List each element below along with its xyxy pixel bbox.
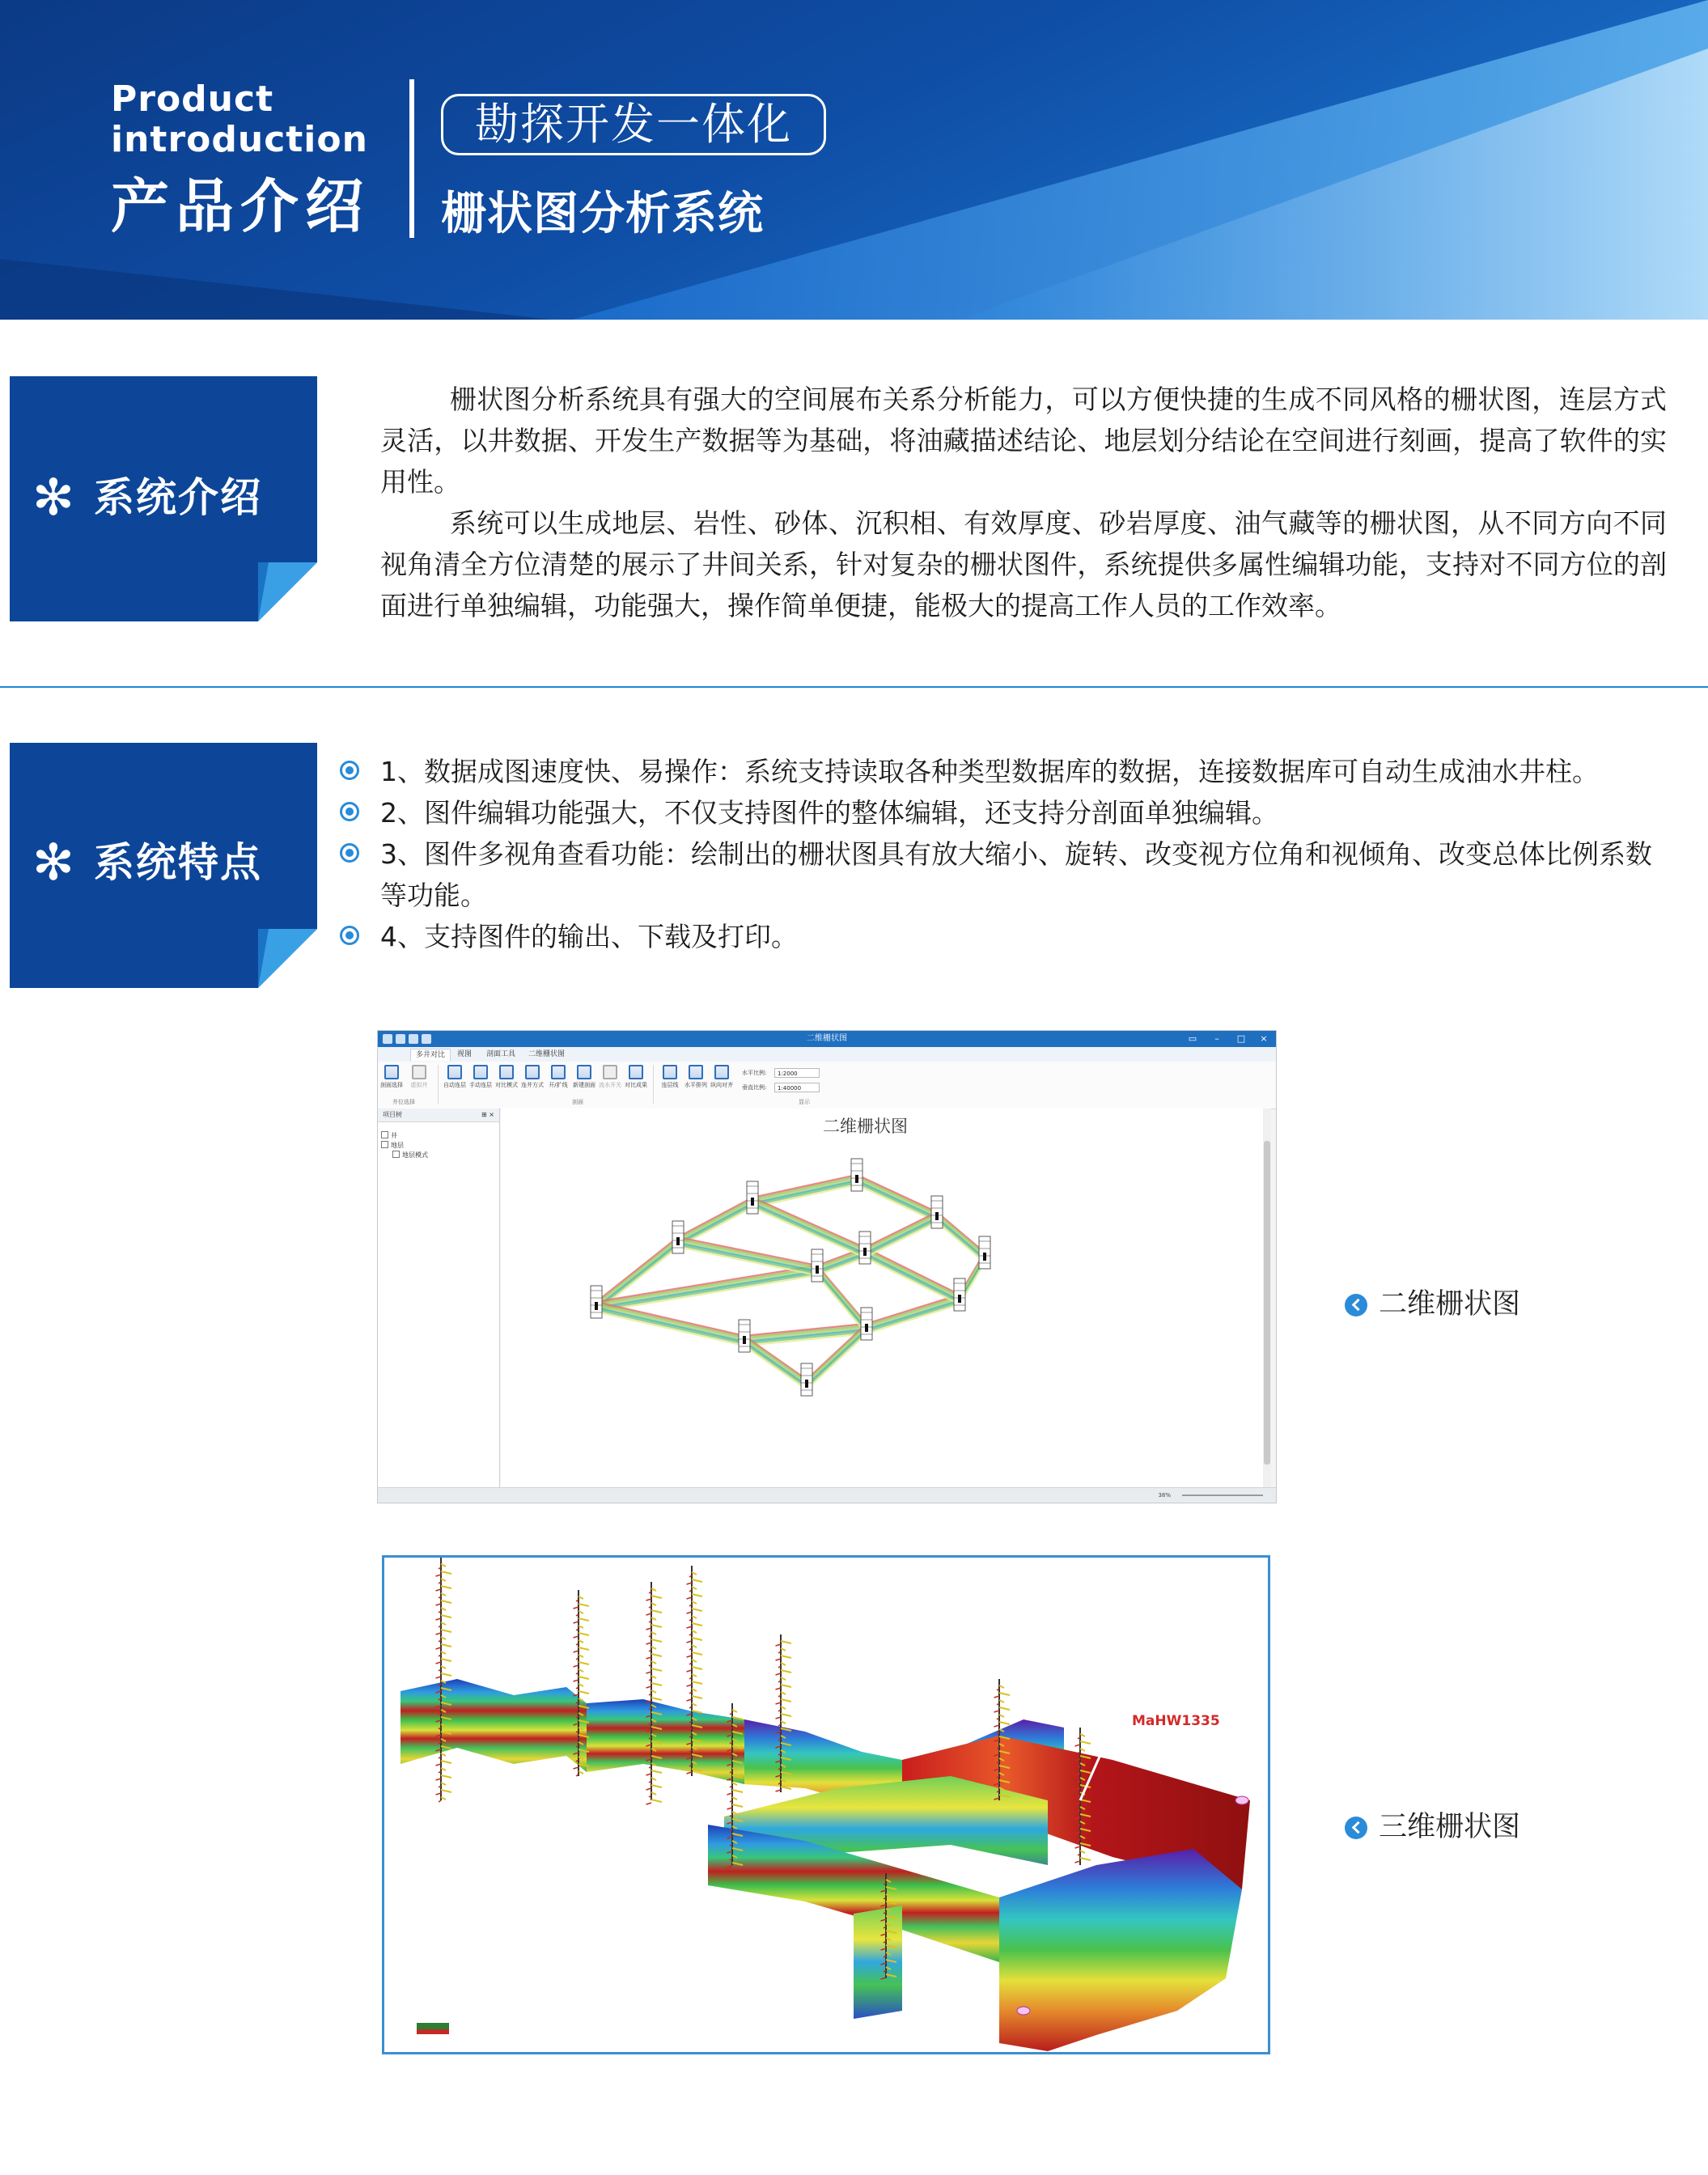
fence-ribbon-band xyxy=(865,1256,960,1303)
well-log-trace xyxy=(781,1714,791,1716)
well-log-trace xyxy=(692,1623,702,1626)
well-log-trace xyxy=(579,1662,589,1664)
fence-ribbon-band xyxy=(857,1175,937,1212)
fence-ribbon-band xyxy=(867,1300,960,1329)
feature-item-1: 1、数据成图速度快、易操作：系统支持读取各种类型数据库的数据，连接数据库可自动生成油水井柱。 xyxy=(338,751,1665,792)
ribbon-button-compare-mode[interactable]: 对比模式 xyxy=(494,1065,519,1089)
fence-panel-west xyxy=(401,1679,587,1772)
vertical-scale-select[interactable]: 1:40000 xyxy=(774,1083,820,1092)
well-log-trace xyxy=(441,1571,451,1574)
checkbox[interactable] xyxy=(381,1141,388,1148)
well-log-trace xyxy=(692,1681,702,1684)
well-column-core xyxy=(816,1266,819,1274)
section-label-intro xyxy=(10,376,317,621)
status-bar xyxy=(378,1487,1276,1503)
fence-ribbon-band xyxy=(752,1203,865,1253)
fence-ribbon-band xyxy=(817,1271,867,1329)
fence-ribbon-band xyxy=(678,1203,752,1243)
fence-ribbon-band xyxy=(752,1199,865,1249)
tab-section-tools[interactable]: 剖面工具 xyxy=(486,1050,516,1058)
ribbon-button-flow-toggle[interactable]: 流水开关 xyxy=(598,1065,622,1089)
fence-ribbon-band xyxy=(865,1249,960,1296)
fence-ribbon-band xyxy=(752,1202,865,1252)
caption-2d: 二维栅状图 xyxy=(1345,1288,1520,1321)
fence-ribbon-band xyxy=(817,1266,867,1324)
well-column-core xyxy=(958,1295,961,1303)
fence-ribbon-band xyxy=(865,1253,960,1300)
well-column-core xyxy=(595,1302,598,1310)
well-log-trace xyxy=(781,1656,791,1658)
well-log-trace xyxy=(781,1641,791,1643)
minimize-icon[interactable]: – xyxy=(1214,1033,1219,1044)
fence-ribbon-band xyxy=(752,1198,865,1248)
chevron-left-icon xyxy=(1345,1817,1367,1839)
fence-ribbon-band xyxy=(807,1332,867,1388)
fence-ribbon-band xyxy=(865,1218,937,1253)
ribbon-button-layer-line[interactable]: 连层线 xyxy=(658,1065,682,1089)
manual-connect-icon xyxy=(473,1065,488,1079)
feature-item-2: 2、图件编辑功能强大，不仅支持图件的整体编辑，还支持分剖面单独编辑。 xyxy=(338,792,1665,833)
axis-indicator xyxy=(417,2023,449,2029)
header-en-line2: introduction xyxy=(111,119,368,160)
ribbon-group-display: 显示 xyxy=(799,1099,810,1105)
app-logo-icon xyxy=(383,1034,392,1044)
fence-ribbon-band xyxy=(867,1299,960,1328)
intro-paragraph-1: 栅状图分析系统具有强大的空间展布关系分析能力，可以方便快捷的生成不同风格的栅状图，连层方式灵活，以井数据、开发生产数据等为基础，将油藏描述结论、地层划分结论在空间进行刻画，提高了软件的实用性。 xyxy=(380,384,1667,498)
fence-ribbon-band xyxy=(817,1267,867,1325)
well-log-trace xyxy=(441,1586,451,1588)
compare-mode-icon xyxy=(499,1065,514,1079)
well-column xyxy=(812,1249,823,1282)
well-log-trace xyxy=(732,1790,743,1792)
chevron-left-icon xyxy=(1345,1294,1367,1316)
asterisk-icon: ✻ xyxy=(32,468,76,527)
ribbon-button-virtual-well[interactable]: 虚拟井 xyxy=(407,1065,431,1089)
layer-line-icon xyxy=(663,1065,677,1079)
well-stick xyxy=(646,1582,663,1804)
section-title-features: 系统特点 xyxy=(93,839,262,886)
tab-multi-well[interactable]: 多井对比 xyxy=(410,1049,451,1061)
well-log-trace xyxy=(439,1800,441,1802)
ribbon-button-select-section[interactable]: 剖面选择 xyxy=(379,1065,404,1089)
fence-ribbon-band xyxy=(865,1216,937,1252)
screenshot-3d-fence xyxy=(382,1555,1270,2054)
well-log-trace xyxy=(579,1677,589,1679)
well-log-trace xyxy=(651,1596,662,1598)
well-log-trace xyxy=(781,1699,791,1702)
well-log-trace xyxy=(692,1579,702,1582)
ribbon-button-manual-connect[interactable]: 手动连层 xyxy=(468,1065,493,1089)
ribbon-toolbar xyxy=(378,1062,1276,1109)
fence-canvas[interactable] xyxy=(501,1109,1265,1489)
feature-item-4: 4、支持图件的输出、下载及打印。 xyxy=(338,916,1665,957)
well-column-core xyxy=(865,1324,868,1332)
well-column xyxy=(861,1308,872,1340)
new-section-icon xyxy=(577,1065,591,1079)
fence-ribbon-band xyxy=(937,1218,985,1258)
fence-ribbon-band xyxy=(678,1243,817,1271)
ribbon-button-well-connection[interactable]: 连井方式 xyxy=(520,1065,545,1089)
well-column xyxy=(859,1232,871,1264)
feature-item-3: 3、图件多视角查看功能：绘制出的栅状图具有放大缩小、旋转、改变视方位角和视倾角、改变总体比例系数等功能。 xyxy=(338,833,1665,916)
fence-ribbon-band xyxy=(865,1214,937,1249)
well-log-trace xyxy=(692,1652,702,1655)
fence-ribbon-band xyxy=(817,1274,867,1332)
well-log-trace xyxy=(651,1610,662,1613)
well-log-trace xyxy=(441,1644,451,1647)
ribbon-button-auto-connect[interactable]: 自动连层 xyxy=(443,1065,467,1089)
well-log-trace xyxy=(692,1667,702,1669)
fence-panel-northwest xyxy=(587,1699,744,1784)
checkbox[interactable] xyxy=(381,1131,388,1138)
pin-icon[interactable]: ⊞ × xyxy=(481,1111,494,1118)
well-log-trace xyxy=(999,1693,1010,1695)
ribbon-group-well-select: 井位选择 xyxy=(392,1099,415,1105)
axis-indicator xyxy=(417,2029,449,2034)
fence-ribbon-band xyxy=(865,1212,937,1248)
well-log-trace xyxy=(651,1668,662,1671)
well-column-core xyxy=(743,1336,746,1344)
fence-ribbon-band xyxy=(865,1220,937,1256)
tab-2d-fence[interactable]: 二维栅状图 xyxy=(528,1050,566,1058)
window-title-bar xyxy=(378,1031,1276,1047)
well-log-trace xyxy=(579,1633,589,1635)
fence-ribbon-band xyxy=(596,1310,744,1344)
zoom-level: 38% xyxy=(1158,1492,1171,1499)
maximize-icon[interactable]: □ xyxy=(1236,1033,1246,1044)
well-log-trace xyxy=(646,1803,652,1804)
well-column xyxy=(931,1196,943,1228)
radio-bullet-icon xyxy=(340,843,359,863)
well-log-trace xyxy=(651,1683,662,1685)
well-log-trace xyxy=(579,1604,589,1606)
well-column xyxy=(801,1363,812,1396)
well-log-trace xyxy=(441,1790,451,1792)
fence-ribbon-band xyxy=(744,1344,807,1388)
well-log-trace xyxy=(441,1775,451,1778)
well-marker xyxy=(1235,1796,1248,1804)
tree-item-wells[interactable]: 井 xyxy=(381,1131,397,1140)
asterisk-icon: ✻ xyxy=(32,833,76,892)
fence-ribbon-band xyxy=(857,1179,937,1216)
flow-toggle-icon xyxy=(603,1065,617,1079)
fence-ribbon-band xyxy=(678,1202,752,1241)
fence-ribbon-band xyxy=(857,1183,937,1220)
fence-ribbon-band xyxy=(678,1199,752,1239)
header-divider xyxy=(409,79,414,238)
vertical-scale-label: 垂直比例: xyxy=(742,1084,767,1091)
well-log-trace xyxy=(651,1625,662,1627)
tab-view[interactable]: 视图 xyxy=(457,1050,473,1058)
well-log-trace xyxy=(692,1609,702,1611)
vertical-align-icon xyxy=(714,1065,729,1079)
fence-panel-southeast xyxy=(999,1849,1242,2051)
fence-ribbon-band xyxy=(744,1338,807,1381)
well-log-trace xyxy=(1080,1741,1091,1744)
well-connection-icon xyxy=(525,1065,540,1079)
well-column-core xyxy=(863,1248,867,1256)
ribbon-button-compare-results[interactable]: 对比成果 xyxy=(624,1065,648,1089)
well-log-trace xyxy=(441,1673,451,1676)
well-log-trace xyxy=(732,1804,743,1807)
well-column-core xyxy=(751,1198,754,1206)
redo-icon[interactable] xyxy=(422,1034,431,1044)
well-log-trace xyxy=(579,1647,589,1650)
fence-ribbon-band xyxy=(596,1308,744,1342)
well-log-trace xyxy=(781,1685,791,1687)
fence-ribbon-band xyxy=(817,1270,867,1328)
well-column xyxy=(591,1286,602,1318)
project-tree-title: 项目树 xyxy=(383,1111,402,1118)
vertical-scrollbar[interactable] xyxy=(1263,1109,1271,1489)
well-log-trace xyxy=(651,1770,662,1773)
fence-ribbon-band xyxy=(678,1245,817,1274)
auto-connect-icon xyxy=(447,1065,462,1079)
ribbon-button-open-expand[interactable]: 开/扩线 xyxy=(546,1065,570,1089)
well-column xyxy=(747,1181,758,1214)
well-column-core xyxy=(935,1212,939,1220)
project-tree-panel xyxy=(378,1109,500,1489)
fence-ribbon-band xyxy=(752,1206,865,1256)
well-log-trace xyxy=(441,1659,451,1661)
fence-ribbon-band xyxy=(744,1346,807,1389)
tree-item-strata[interactable]: 地层 xyxy=(381,1141,404,1150)
screenshot-2d-fence-app xyxy=(377,1030,1277,1503)
header-pill-badge: 勘探开发一体化 xyxy=(441,94,826,155)
ribbon-button-horizontal-arrange[interactable]: 水平排列 xyxy=(684,1065,708,1089)
well-log-trace xyxy=(651,1785,662,1787)
well-log-trace xyxy=(1080,1858,1091,1860)
section-divider xyxy=(0,686,1708,688)
fence-ribbon-band xyxy=(867,1296,960,1325)
fence-ribbon-band xyxy=(678,1198,752,1237)
well-column xyxy=(954,1278,965,1311)
ribbon-button-new-section[interactable]: 新建剖面 xyxy=(572,1065,596,1089)
fence-ribbon-band xyxy=(596,1302,744,1336)
well-column xyxy=(739,1320,750,1352)
radio-bullet-icon xyxy=(340,926,359,945)
ribbon-group-section: 剖面 xyxy=(572,1099,583,1105)
well-log-trace xyxy=(999,1707,1010,1710)
window-title: 二维栅状图 xyxy=(807,1034,847,1043)
fence-ribbon-band xyxy=(937,1216,985,1257)
fence-ribbon-band xyxy=(937,1220,985,1261)
well-log-trace xyxy=(441,1601,451,1603)
fence-ribbon-band xyxy=(596,1304,744,1338)
expand-icon xyxy=(551,1065,566,1079)
well-log-trace xyxy=(692,1594,702,1596)
undo-icon[interactable] xyxy=(409,1034,418,1044)
well-stick xyxy=(436,1558,452,1802)
fence-ribbon-band xyxy=(857,1185,937,1222)
well-label-mahw1335: MaHW1335 xyxy=(1132,1713,1220,1729)
horizontal-scale-label: 水平比例: xyxy=(742,1070,767,1076)
header-banner xyxy=(0,0,1708,321)
well-column xyxy=(672,1221,684,1253)
well-log-trace xyxy=(651,1800,662,1802)
restore-icon[interactable]: ▭ xyxy=(1188,1033,1197,1044)
fence-ribbon-band xyxy=(865,1252,960,1299)
well-log-trace xyxy=(441,1761,451,1763)
header-zh-title: 产品介绍 xyxy=(111,172,371,240)
well-column-core xyxy=(855,1175,858,1183)
well-log-trace xyxy=(441,1630,451,1632)
fence-ribbon-band xyxy=(867,1303,960,1332)
section-label-features xyxy=(10,743,317,988)
well-column-core xyxy=(983,1253,986,1261)
caption-3d: 三维栅状图 xyxy=(1345,1811,1520,1843)
well-log-trace xyxy=(441,1615,451,1617)
fence-ribbon-band xyxy=(865,1248,960,1295)
well-log-trace xyxy=(692,1638,702,1640)
radio-bullet-icon xyxy=(340,761,359,780)
zoom-slider[interactable] xyxy=(1182,1495,1263,1496)
fence-ribbon-band xyxy=(752,1181,857,1203)
well-column-core xyxy=(676,1237,680,1245)
checkbox[interactable] xyxy=(392,1151,400,1158)
well-column-core xyxy=(805,1380,808,1388)
well-log-trace xyxy=(651,1654,662,1656)
well-log-trace xyxy=(651,1698,662,1700)
fence-ribbon-band xyxy=(744,1340,807,1384)
save-icon[interactable] xyxy=(396,1034,405,1044)
fence-ribbon-band xyxy=(857,1181,937,1218)
intro-text xyxy=(380,379,1667,626)
well-log-trace xyxy=(579,1691,589,1694)
banner-background xyxy=(0,0,1708,321)
radio-bullet-icon xyxy=(340,802,359,821)
intro-paragraph-2: 系统可以生成地层、岩性、砂体、沉积相、有效厚度、砂岩厚度、油气藏等的栅状图，从不同方向不同视角清全方位清楚的展示了井间关系，针对复杂的栅状图件，系统提供多属性编辑功能，支持对不同方位的剖面进行单独编辑，功能强大，操作简单便捷，能极大的提高工作人员的工作效率。 xyxy=(380,507,1667,621)
fence-ribbon-band xyxy=(596,1312,744,1346)
fence-ribbon-band xyxy=(857,1177,937,1214)
well-log-trace xyxy=(651,1639,662,1642)
well-log-trace xyxy=(579,1618,589,1621)
fence-ribbon-band xyxy=(744,1342,807,1385)
header-en-line1: Product xyxy=(111,78,274,120)
fence-ribbon-band xyxy=(752,1179,857,1202)
well-column xyxy=(851,1159,862,1191)
horizontal-scale-select[interactable]: 1:2000 xyxy=(774,1068,820,1078)
derrick-icon xyxy=(412,1065,426,1079)
ribbon-button-vertical-align[interactable]: 纵向对齐 xyxy=(710,1065,734,1089)
fence-ribbon-band xyxy=(937,1214,985,1254)
well-log-trace xyxy=(692,1696,702,1698)
fence-ribbon-band xyxy=(865,1257,960,1304)
tree-item-strata-mode[interactable]: 地层模式 xyxy=(392,1151,428,1160)
section-title-intro: 系统介绍 xyxy=(93,474,262,521)
fence-ribbon-band xyxy=(678,1241,817,1270)
close-icon[interactable]: × xyxy=(1260,1033,1268,1044)
well-marker xyxy=(1017,2007,1030,2015)
well-log-trace xyxy=(999,1722,1010,1724)
fence-ribbon-band xyxy=(817,1275,867,1333)
section-select-icon xyxy=(384,1065,399,1079)
fence-ribbon-band xyxy=(937,1222,985,1262)
feature-list xyxy=(338,751,1665,957)
canvas-title: 二维栅状图 xyxy=(823,1117,908,1136)
horizontal-arrange-icon xyxy=(689,1065,703,1079)
fence-diagram-2d xyxy=(501,1109,1265,1489)
fence-ribbon-band xyxy=(937,1212,985,1253)
fence-ribbon-band xyxy=(752,1207,865,1257)
fence-ribbon-band xyxy=(865,1222,937,1257)
results-icon xyxy=(629,1065,643,1079)
fence-ribbon-band xyxy=(807,1333,867,1389)
fence-diagram-3d xyxy=(384,1558,1268,2052)
fence-ribbon-band xyxy=(678,1239,817,1267)
fence-ribbon-band xyxy=(596,1306,744,1340)
well-log-trace xyxy=(781,1670,791,1673)
well-column xyxy=(979,1236,990,1269)
header-subtitle: 栅状图分析系统 xyxy=(441,188,764,240)
ribbon-tabs xyxy=(378,1047,1276,1062)
